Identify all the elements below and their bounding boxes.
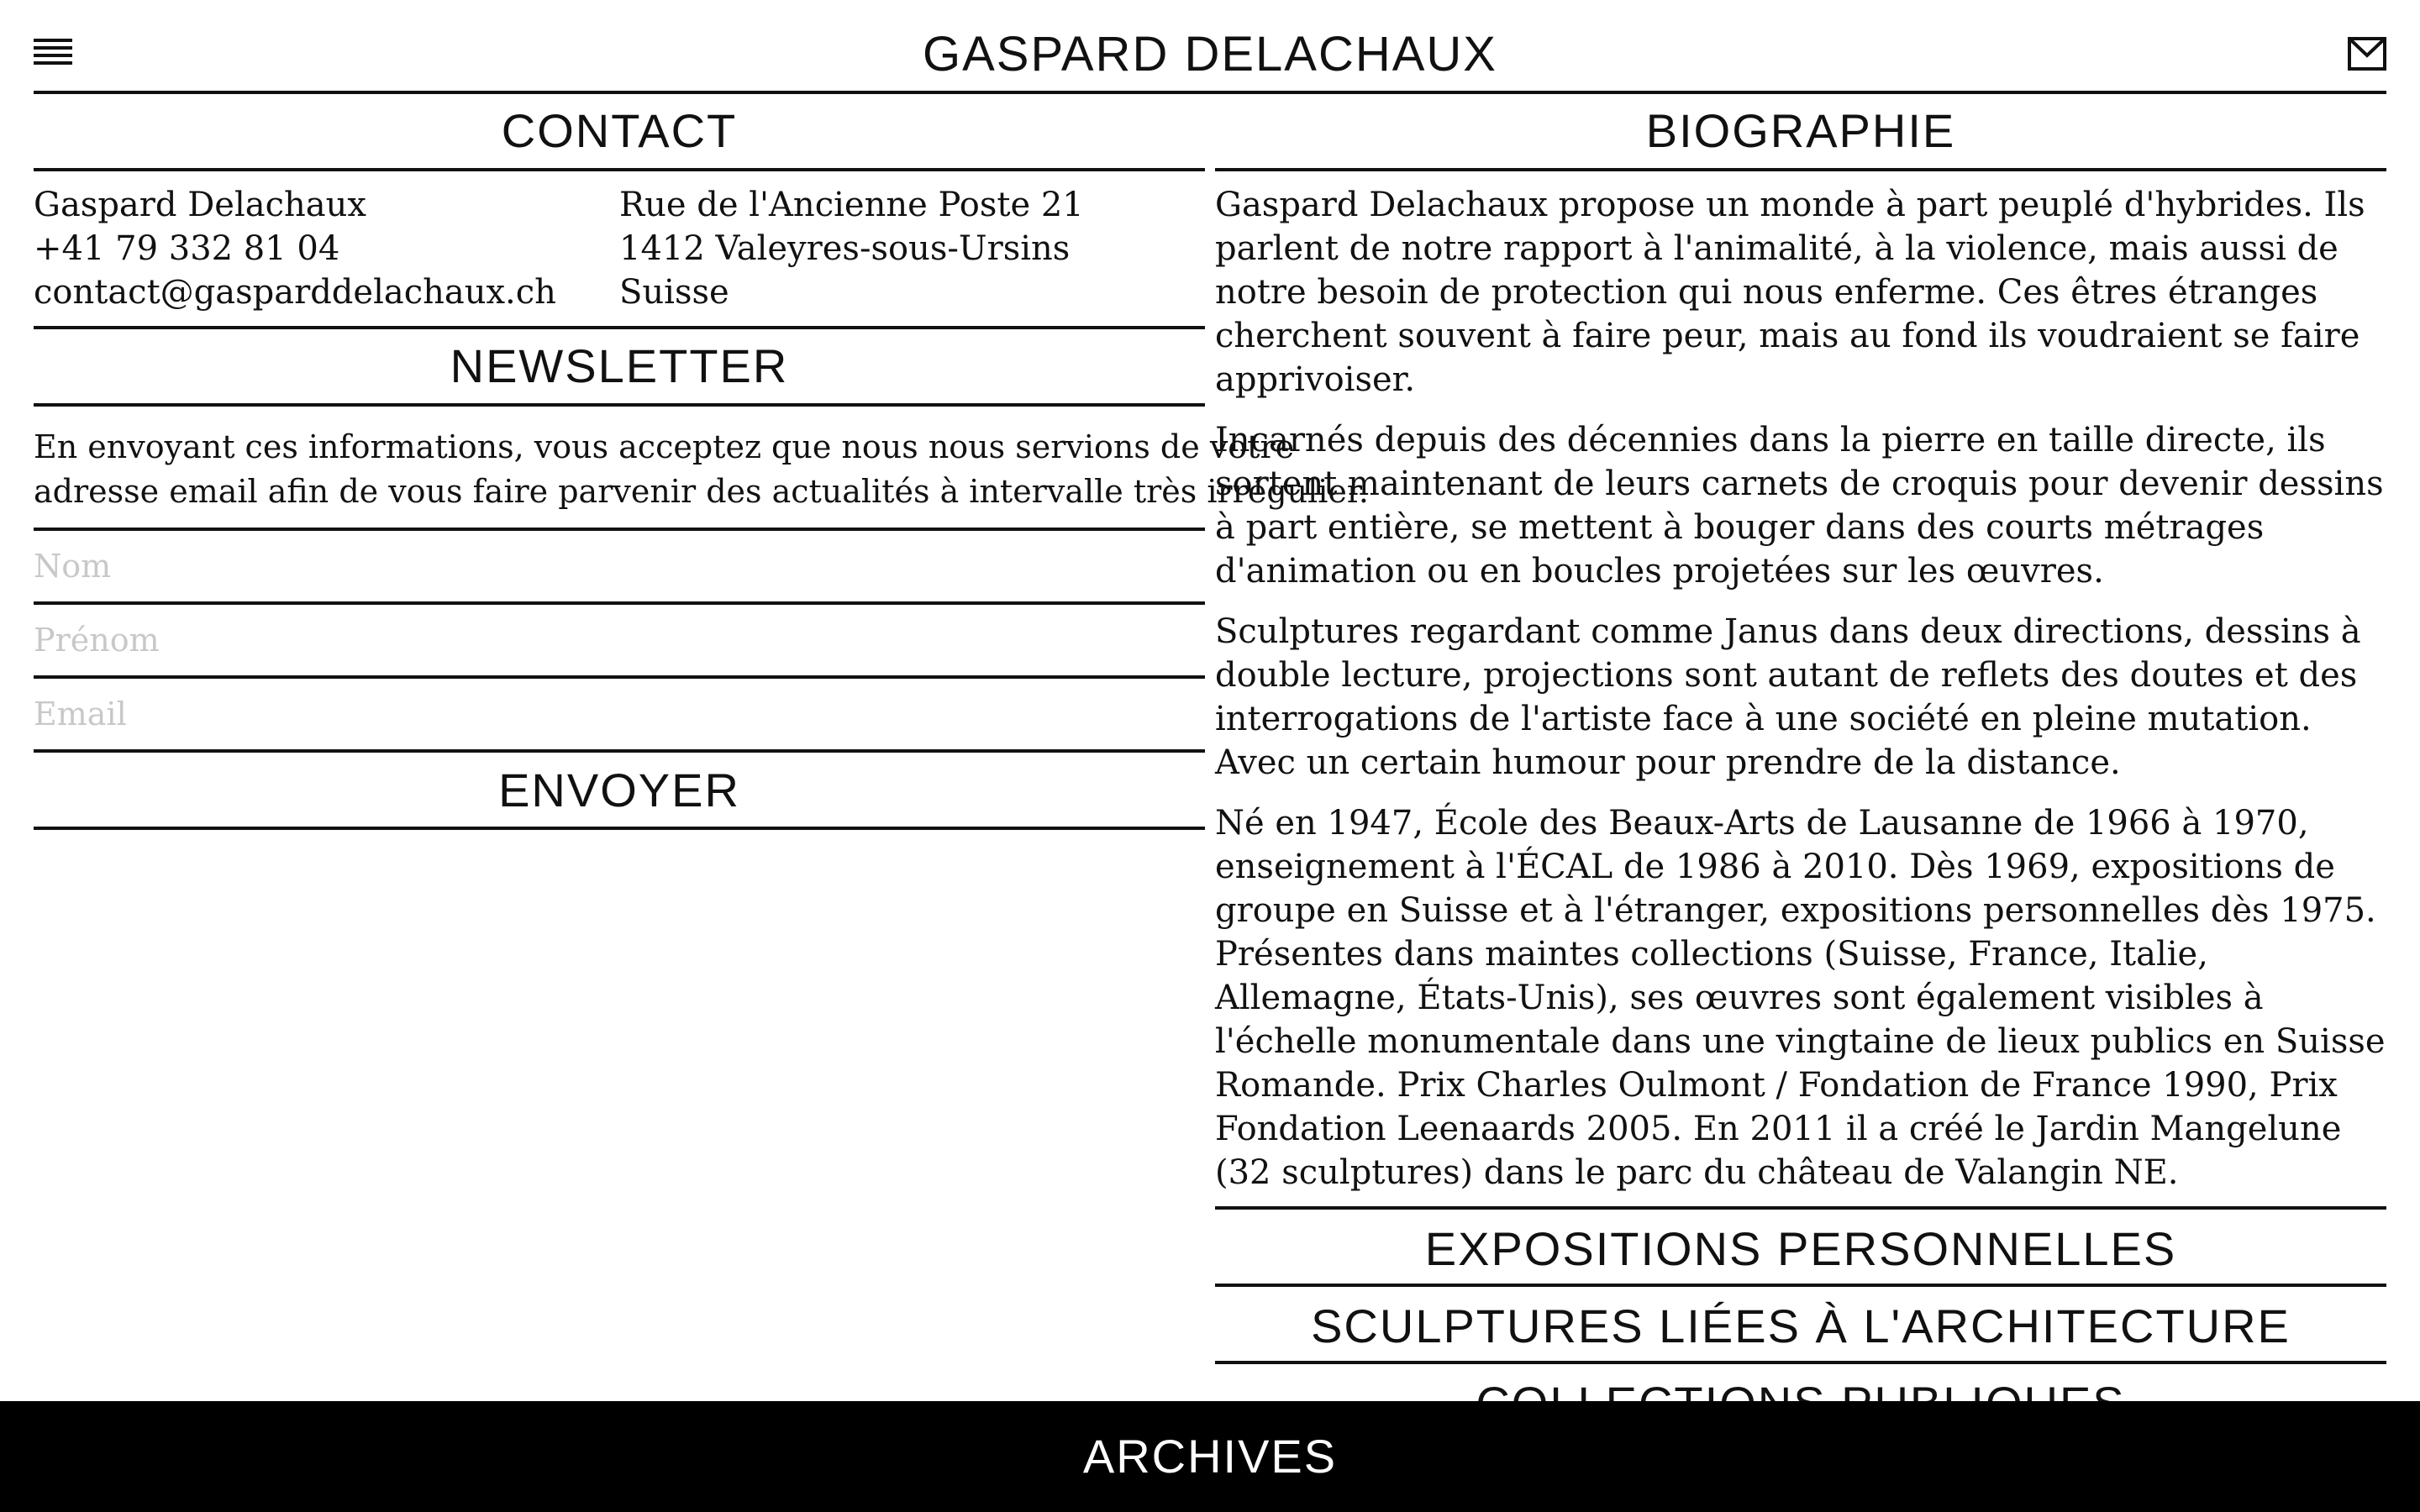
newsletter-description (34, 407, 1369, 531)
nom-input[interactable] (34, 531, 1205, 605)
expositions-personnelles-link[interactable]: EXPOSITIONS PERSONNELLES (1215, 1210, 2386, 1287)
newsletter-heading: NEWSLETTER (34, 329, 1205, 407)
sculptures-architecture-link[interactable]: SCULPTURES LIÉES À L'ARCHITECTURE (1215, 1287, 2386, 1364)
address-city: 1412 Valeyres-sous-Ursins (619, 229, 1071, 268)
envoyer-button[interactable]: ENVOYER (34, 753, 1205, 830)
address-country: Suisse (619, 273, 729, 312)
right-column (1215, 94, 2386, 1512)
archives-button[interactable]: ARCHIVES (0, 1401, 2420, 1512)
contact-heading: CONTACT (34, 94, 1205, 171)
biographie-heading: BIOGRAPHIE (1215, 94, 2386, 171)
biographie-text (1215, 171, 2386, 1210)
bio-paragraph: Né en 1947, École des Beaux-Arts de Lausanne de 1966 à 1970, enseignement à l'ÉCAL de 1986 à 2010. Dès 1969, expositions de groupe en Suisse et à l'étranger, expositions personnelles dès 1975. Présentes dans maintes collections (Suisse, France, Italie, Allemagne, États-Unis), ses œuvres sont également visibles à l'échelle monumentale dans une vingtaine de lieux publics en Suisse Romande. Prix Charles Oulmont / Fondation de France 1990, Prix Fondation Leenaards 2005. En 2011 il a créé le Jardin Mangelune (32 sculptures) dans le parc du château de Valangin NE. (1215, 804, 2386, 1192)
contact-email[interactable]: contact@gasparddelachaux.ch (34, 273, 556, 312)
bio-paragraph: Incarnés depuis des décennies dans la pierre en taille directe, ils sortent maintenant de leurs carnets de croquis pour devenir dessins à part entière, se mettent à bouger dans des courts métrages d'animation ou en boucles projetées sur les œuvres. (1215, 421, 2384, 591)
newsletter-text-line2: adresse email afin de vous faire parvenir des actualités à intervalle très irrégulier. (34, 473, 1369, 510)
contact-address (619, 183, 1205, 314)
site-header (34, 0, 2386, 94)
prenom-input[interactable] (34, 605, 1205, 679)
contact-identity (34, 183, 619, 314)
email-input[interactable] (34, 679, 1205, 753)
contact-phone[interactable]: +41 79 332 81 04 (34, 229, 340, 268)
site-title[interactable]: GASPARD DELACHAUX (923, 27, 1497, 81)
contact-details (34, 171, 1205, 329)
bio-paragraph: Sculptures regardant comme Janus dans deux directions, dessins à double lecture, projections sont autant de reflets des doutes et des interrogations de l'artiste face à une société en pleine mutation. Avec un certain humour pour prendre de la distance. (1215, 612, 2361, 782)
contact-name: Gaspard Delachaux (34, 186, 366, 224)
mail-icon[interactable] (2348, 37, 2386, 71)
address-street: Rue de l'Ancienne Poste 21 (619, 186, 1084, 224)
newsletter-text-line1: En envoyant ces informations, vous acceptez que nous nous servions de votre (34, 428, 1295, 465)
left-column (34, 94, 1369, 830)
bio-paragraph: Gaspard Delachaux propose un monde à part peuplé d'hybrides. Ils parlent de notre rapport à l'animalité, à la violence, mais aussi de notre besoin de protection qui nous enferme. Ces êtres étranges cherchent souvent à faire peur, mais au fond ils voudraient se faire apprivoiser. (1215, 186, 2365, 399)
